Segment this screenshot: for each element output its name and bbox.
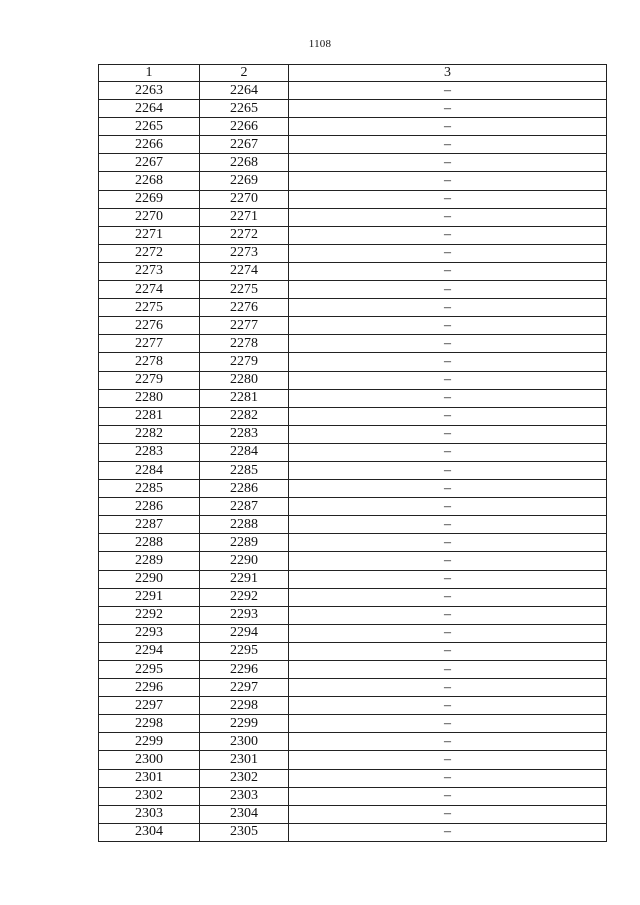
table-cell-col3: –	[289, 751, 607, 769]
table-cell-col1: 2285	[99, 480, 200, 498]
table-cell-col3: –	[289, 118, 607, 136]
table-cell-col1: 2289	[99, 552, 200, 570]
table-row	[99, 733, 607, 751]
table-cell-col1: 2300	[99, 751, 200, 769]
table-row	[99, 299, 607, 317]
table-cell-col2: 2277	[200, 317, 289, 335]
table-row	[99, 118, 607, 136]
table-row	[99, 208, 607, 226]
table-row	[99, 154, 607, 172]
table-cell-col1: 2286	[99, 498, 200, 516]
table-cell-col1: 2277	[99, 335, 200, 353]
table-cell-col1: 2278	[99, 353, 200, 371]
table-row	[99, 715, 607, 733]
table-cell-col1: 2288	[99, 534, 200, 552]
table-row	[99, 606, 607, 624]
column-header-3: 3	[289, 65, 607, 82]
table-cell-col2: 2268	[200, 154, 289, 172]
table-cell-col2: 2284	[200, 443, 289, 461]
table-row	[99, 679, 607, 697]
table-cell-col3: –	[289, 715, 607, 733]
table-cell-col2: 2272	[200, 226, 289, 244]
table-cell-col1: 2280	[99, 389, 200, 407]
table-row	[99, 697, 607, 715]
table-cell-col1: 2283	[99, 443, 200, 461]
table-cell-col2: 2295	[200, 642, 289, 660]
table-cell-col1: 2275	[99, 299, 200, 317]
table-cell-col1: 2263	[99, 82, 200, 100]
table-row	[99, 480, 607, 498]
table-row	[99, 588, 607, 606]
table-cell-col1: 2279	[99, 371, 200, 389]
table-cell-col3: –	[289, 425, 607, 443]
table-cell-col3: –	[289, 82, 607, 100]
table-cell-col2: 2270	[200, 190, 289, 208]
table-cell-col1: 2284	[99, 461, 200, 479]
table-row	[99, 317, 607, 335]
table-cell-col2: 2280	[200, 371, 289, 389]
table-cell-col2: 2264	[200, 82, 289, 100]
table-row	[99, 769, 607, 787]
table-cell-col2: 2305	[200, 823, 289, 841]
table-row	[99, 823, 607, 841]
table-cell-col1: 2303	[99, 805, 200, 823]
table-row	[99, 335, 607, 353]
table-cell-col3: –	[289, 805, 607, 823]
table-cell-col1: 2301	[99, 769, 200, 787]
table-cell-col1: 2268	[99, 172, 200, 190]
table-cell-col3: –	[289, 516, 607, 534]
table-cell-col3: –	[289, 624, 607, 642]
table-cell-col3: –	[289, 769, 607, 787]
table-cell-col1: 2264	[99, 100, 200, 118]
table-row	[99, 371, 607, 389]
table-cell-col3: –	[289, 534, 607, 552]
table-cell-col2: 2297	[200, 679, 289, 697]
table-cell-col3: –	[289, 552, 607, 570]
table-cell-col3: –	[289, 588, 607, 606]
column-header-2: 2	[200, 65, 289, 82]
table-cell-col2: 2302	[200, 769, 289, 787]
table-cell-col1: 2274	[99, 281, 200, 299]
table-cell-col2: 2294	[200, 624, 289, 642]
table-cell-col2: 2291	[200, 570, 289, 588]
table-cell-col3: –	[289, 353, 607, 371]
table-cell-col2: 2293	[200, 606, 289, 624]
table-cell-col3: –	[289, 317, 607, 335]
table-cell-col3: –	[289, 262, 607, 280]
table-cell-col2: 2292	[200, 588, 289, 606]
table-cell-col1: 2302	[99, 787, 200, 805]
table-row	[99, 226, 607, 244]
table-cell-col2: 2283	[200, 425, 289, 443]
table-cell-col3: –	[289, 100, 607, 118]
table-cell-col3: –	[289, 281, 607, 299]
table-cell-col3: –	[289, 697, 607, 715]
table-cell-col1: 2269	[99, 190, 200, 208]
table-row	[99, 353, 607, 371]
table-cell-col3: –	[289, 606, 607, 624]
table-cell-col3: –	[289, 733, 607, 751]
table-row	[99, 262, 607, 280]
table-row	[99, 642, 607, 660]
table-cell-col3: –	[289, 172, 607, 190]
table-row	[99, 516, 607, 534]
table-cell-col3: –	[289, 823, 607, 841]
table-cell-col2: 2301	[200, 751, 289, 769]
table-cell-col3: –	[289, 679, 607, 697]
table-cell-col3: –	[289, 335, 607, 353]
table-row	[99, 190, 607, 208]
table-row	[99, 624, 607, 642]
table-cell-col2: 2275	[200, 281, 289, 299]
table-cell-col1: 2266	[99, 136, 200, 154]
table-cell-col1: 2287	[99, 516, 200, 534]
table-cell-col2: 2279	[200, 353, 289, 371]
table-cell-col3: –	[289, 244, 607, 262]
table-cell-col3: –	[289, 154, 607, 172]
table-cell-col2: 2267	[200, 136, 289, 154]
table-cell-col3: –	[289, 226, 607, 244]
table-cell-col1: 2296	[99, 679, 200, 697]
table-row	[99, 461, 607, 479]
table-cell-col2: 2285	[200, 461, 289, 479]
table-row	[99, 498, 607, 516]
table-cell-col2: 2304	[200, 805, 289, 823]
table-header	[99, 65, 607, 82]
table-cell-col2: 2299	[200, 715, 289, 733]
table-cell-col2: 2298	[200, 697, 289, 715]
table-row	[99, 443, 607, 461]
table-row	[99, 244, 607, 262]
table-row	[99, 751, 607, 769]
column-header-1: 1	[99, 65, 200, 82]
table-cell-col1: 2271	[99, 226, 200, 244]
table-cell-col2: 2271	[200, 208, 289, 226]
data-table	[98, 64, 607, 842]
table-cell-col1: 2265	[99, 118, 200, 136]
table-cell-col1: 2295	[99, 661, 200, 679]
table-cell-col1: 2294	[99, 642, 200, 660]
table-row	[99, 136, 607, 154]
header-row	[99, 65, 607, 82]
table-cell-col1: 2270	[99, 208, 200, 226]
table-body	[99, 82, 607, 842]
table-cell-col3: –	[289, 661, 607, 679]
table-row	[99, 570, 607, 588]
table-cell-col2: 2265	[200, 100, 289, 118]
table-cell-col2: 2269	[200, 172, 289, 190]
table-cell-col1: 2298	[99, 715, 200, 733]
table-cell-col3: –	[289, 642, 607, 660]
table-cell-col3: –	[289, 190, 607, 208]
table-row	[99, 172, 607, 190]
table-cell-col1: 2267	[99, 154, 200, 172]
table-cell-col1: 2293	[99, 624, 200, 642]
table-row	[99, 389, 607, 407]
table-cell-col1: 2291	[99, 588, 200, 606]
table-cell-col1: 2304	[99, 823, 200, 841]
table-cell-col1: 2290	[99, 570, 200, 588]
table-cell-col3: –	[289, 208, 607, 226]
table-row	[99, 534, 607, 552]
table-row	[99, 407, 607, 425]
table-cell-col3: –	[289, 570, 607, 588]
table-row	[99, 552, 607, 570]
table-cell-col2: 2274	[200, 262, 289, 280]
table-cell-col2: 2289	[200, 534, 289, 552]
table-cell-col3: –	[289, 787, 607, 805]
table-cell-col2: 2273	[200, 244, 289, 262]
table-cell-col3: –	[289, 407, 607, 425]
table-row	[99, 100, 607, 118]
table-row	[99, 661, 607, 679]
table-cell-col3: –	[289, 389, 607, 407]
table-cell-col3: –	[289, 480, 607, 498]
table-cell-col3: –	[289, 299, 607, 317]
table-cell-col1: 2299	[99, 733, 200, 751]
table-cell-col2: 2300	[200, 733, 289, 751]
table-cell-col2: 2296	[200, 661, 289, 679]
table-cell-col2: 2276	[200, 299, 289, 317]
table-cell-col2: 2287	[200, 498, 289, 516]
table-cell-col2: 2288	[200, 516, 289, 534]
table-cell-col1: 2281	[99, 407, 200, 425]
table-row	[99, 425, 607, 443]
table-row	[99, 787, 607, 805]
table-cell-col2: 2278	[200, 335, 289, 353]
table-row	[99, 281, 607, 299]
table-cell-col3: –	[289, 371, 607, 389]
table-cell-col2: 2290	[200, 552, 289, 570]
table-cell-col1: 2273	[99, 262, 200, 280]
table-cell-col2: 2286	[200, 480, 289, 498]
table-row	[99, 805, 607, 823]
table-cell-col2: 2281	[200, 389, 289, 407]
table-cell-col1: 2272	[99, 244, 200, 262]
table-cell-col1: 2276	[99, 317, 200, 335]
table-cell-col2: 2282	[200, 407, 289, 425]
page-number: 1108	[308, 38, 332, 50]
table-cell-col3: –	[289, 443, 607, 461]
table-cell-col3: –	[289, 136, 607, 154]
table-cell-col1: 2282	[99, 425, 200, 443]
table-cell-col3: –	[289, 498, 607, 516]
table-cell-col2: 2303	[200, 787, 289, 805]
table-row	[99, 82, 607, 100]
table-cell-col1: 2297	[99, 697, 200, 715]
table-cell-col2: 2266	[200, 118, 289, 136]
table-cell-col3: –	[289, 461, 607, 479]
table-cell-col1: 2292	[99, 606, 200, 624]
